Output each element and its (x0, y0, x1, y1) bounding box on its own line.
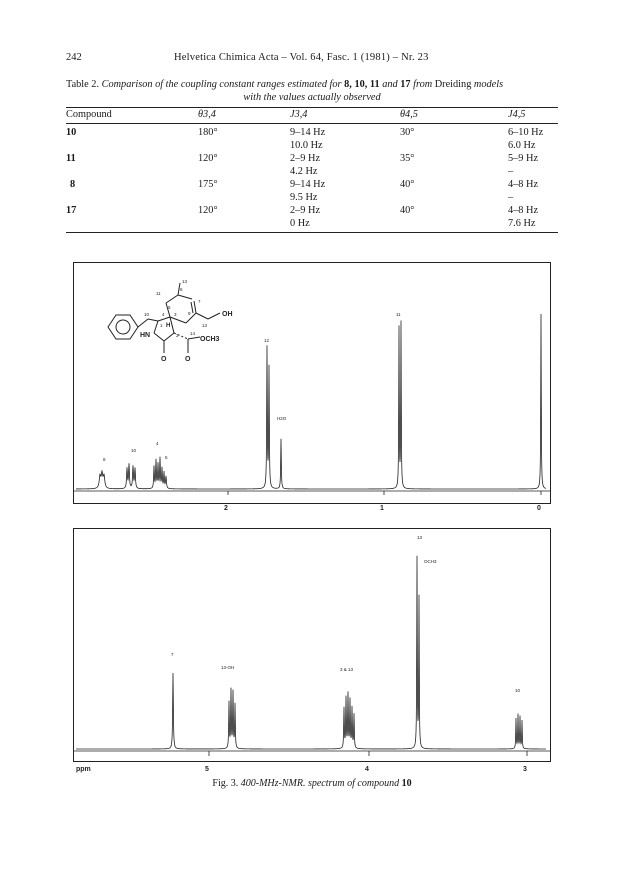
peak-label: 3 & 13 (340, 667, 354, 672)
cell-compound: 10 (66, 127, 77, 138)
journal-title: Helvetica Chimica Acta – Vol. 64, Fasc. 1 (1981) – Nr. 23 (174, 52, 429, 63)
peak-label: 12 (264, 338, 270, 343)
spectrum-trace-top (74, 263, 550, 503)
peak-label: 4 (156, 441, 159, 446)
atom-number: 13 (202, 323, 208, 328)
cell-theta34: 120° (198, 153, 218, 164)
table-row-observed (66, 139, 558, 152)
cell-theta34: 120° (198, 205, 218, 216)
cell-compound: 17 (66, 205, 77, 216)
caption-text-3: from (410, 79, 435, 90)
table-header-row (66, 108, 558, 121)
cell-theta34: 175° (198, 179, 218, 190)
header-theta45: θ4,5 (400, 109, 418, 120)
figure-caption-prefix: Fig. 3. (212, 778, 241, 789)
atom-number: 9 (188, 311, 191, 316)
axis-tick-label: 5 (205, 766, 209, 773)
caption-text-2: and (379, 79, 401, 90)
cell-compound: 8 (70, 179, 76, 190)
cell-j34-est: 2–9 Hz (290, 205, 321, 216)
cell-j45-est: 4–8 Hz (508, 205, 539, 216)
table-row-observed (66, 165, 558, 178)
cell-j45-est: 5–9 Hz (508, 153, 539, 164)
cell-j34-est: 9–14 Hz (290, 127, 326, 138)
table-caption-line-1 (66, 78, 558, 91)
atom-number: 13 (182, 279, 188, 284)
table-label: Table 2. (66, 79, 102, 90)
axis-tick-label: 0 (537, 505, 541, 512)
table-row-observed (66, 191, 558, 204)
axis-tick-label: 2 (224, 505, 228, 512)
cell-j45-obs: – (508, 192, 514, 203)
cell-j34-obs: 0 Hz (290, 218, 310, 229)
cell-j34-obs: 4.2 Hz (290, 166, 318, 177)
peak-label: 11 (396, 312, 401, 317)
table-caption (66, 78, 558, 104)
peak-label: 5 (165, 455, 168, 460)
nmr-spectrum-top (73, 262, 551, 504)
atom-number: 5 (168, 305, 171, 310)
caption-text-1: Comparison of the coupling constant ranges estimated for (101, 79, 345, 90)
figure-caption-compound: 10 (401, 778, 412, 789)
cell-theta45: 40° (400, 179, 415, 190)
cell-theta34: 180° (198, 127, 218, 138)
caption-dreiding: Dreiding (434, 79, 472, 90)
peak-label: H2O (277, 416, 287, 421)
cell-j34-est: 9–14 Hz (290, 179, 326, 190)
page-number: 242 (66, 52, 82, 63)
cell-j45-est: 4–8 Hz (508, 179, 539, 190)
atom-number: 3 (174, 312, 177, 317)
cell-j45-obs: – (508, 166, 514, 177)
atom-number: 4 (162, 312, 165, 317)
axis-tick-label: 1 (380, 505, 384, 512)
table-row (66, 152, 558, 165)
table-row (66, 178, 558, 191)
caption-compounds: 8, 10, 11 (344, 79, 380, 90)
peak-label: 7 (171, 652, 174, 657)
axis-unit: ppm (76, 766, 91, 773)
atom-number: 6 (180, 287, 183, 292)
figure-caption-text: 400-MHz-NMR. spectrum of compound (240, 778, 402, 789)
label-oh: OH (222, 311, 233, 318)
nmr-trace-top (76, 314, 546, 489)
header-theta34: θ3,4 (198, 109, 216, 120)
cell-j34-obs: 10.0 Hz (290, 140, 323, 151)
peak-label: OCH3 (424, 559, 437, 564)
cell-theta45: 40° (400, 205, 415, 216)
atom-number: 10 (144, 312, 150, 317)
label-och3: OCH3 (200, 336, 220, 343)
peak-label: 10 (515, 688, 521, 693)
peak-label: 13-OH (221, 665, 235, 670)
cell-j45-obs: 6.0 Hz (508, 140, 536, 151)
table-caption-line-2: with the values actually observed (243, 92, 381, 103)
atom-number: 1 (160, 323, 163, 328)
nmr-trace-bottom (76, 556, 546, 749)
table-header-rule (66, 123, 558, 124)
header-j45: J4,5 (508, 109, 526, 120)
atom-number: 2 (176, 333, 179, 338)
figure-caption (66, 778, 558, 789)
axis-tick-label: 4 (365, 766, 369, 773)
atom-number: 11 (156, 291, 161, 296)
cell-theta45: 30° (400, 127, 415, 138)
cell-j45-obs: 7.6 Hz (508, 218, 536, 229)
cell-theta45: 35° (400, 153, 415, 164)
label-o-ester: O (185, 356, 191, 363)
cell-j34-est: 2–9 Hz (290, 153, 321, 164)
table-bottom-rule (66, 232, 558, 233)
axis-tick-label: 3 (523, 766, 527, 773)
header-compound: Compound (66, 109, 112, 120)
label-hn: HN (140, 332, 151, 339)
cell-j34-obs: 9.5 Hz (290, 192, 318, 203)
cell-j45-est: 6–10 Hz (508, 127, 544, 138)
spectrum-trace-bottom (74, 529, 550, 761)
table-row (66, 204, 558, 217)
caption-text-4: models (471, 79, 504, 90)
table-row (66, 126, 558, 139)
caption-compound-last: 17 (400, 79, 411, 90)
peak-label: 10 (131, 448, 137, 453)
label-h: H (166, 323, 171, 329)
table-row-observed (66, 217, 558, 230)
atom-number: 7 (198, 299, 201, 304)
nmr-spectrum-bottom (73, 528, 551, 762)
label-o-lactam: O (161, 356, 167, 363)
header-j34: J3,4 (290, 109, 308, 120)
cell-compound: 11 (66, 153, 76, 164)
peak-label: 8 (103, 457, 106, 462)
peak-label: 13 (417, 535, 423, 540)
atom-number: 14 (190, 331, 196, 336)
